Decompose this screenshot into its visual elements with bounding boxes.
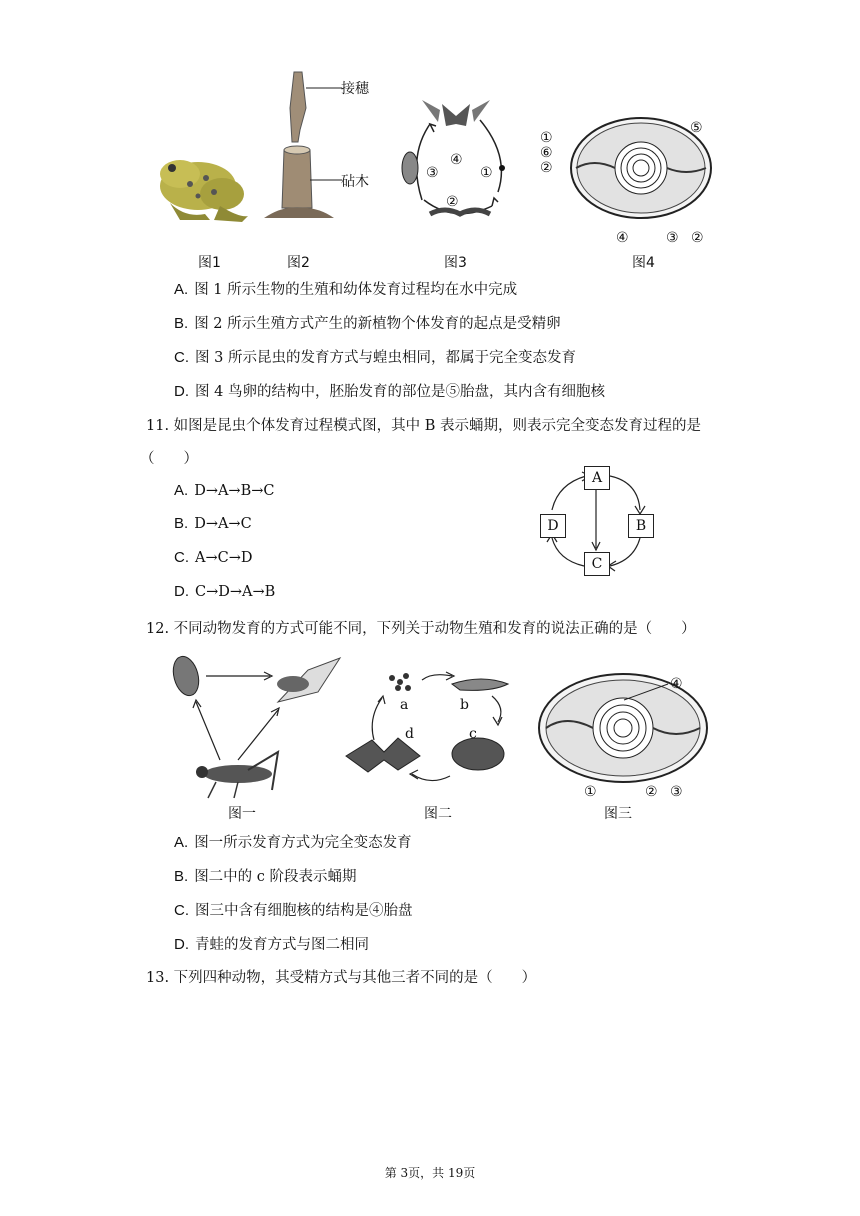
caption-fig2: 图2	[287, 255, 310, 271]
egg-label-left-1: ①	[540, 130, 553, 146]
q11-stem: 11. 如图是昆虫个体发育过程模式图，其中 B 表示蛹期，则表示完全变态发育过程的是	[146, 418, 702, 434]
q12-stem: 12. 不同动物发育的方式可能不同，下列关于动物生殖和发育的说法正确的是（ ）	[146, 621, 696, 637]
egg-label-left-2: ②	[540, 160, 553, 176]
q10-option-c: C. 图 3 所示昆虫的发育方式与蝗虫相同，都属于完全变态发育	[174, 349, 576, 366]
frog-image	[150, 148, 250, 223]
page-footer: 第 3页，共 19页	[384, 1166, 476, 1180]
moth-label-1: ①	[480, 165, 493, 181]
egg-label-bottom-3: ③	[666, 230, 679, 246]
q11-paren: （ ）	[140, 451, 198, 467]
q10-option-a: A. 图 1 所示生物的生殖和幼体发育过程均在水中完成	[174, 281, 518, 298]
q12-option-a: A. 图一所示发育方式为完全变态发育	[174, 834, 412, 851]
fig2-label-a: a	[400, 697, 409, 713]
q13-stem: 13. 下列四种动物，其受精方式与其他三者不同的是（ ）	[146, 970, 537, 986]
q11-option-c: C. A→C→D	[174, 549, 253, 566]
fig3-label-3: ③	[670, 784, 683, 800]
cycle-box-c: C	[584, 552, 610, 576]
q11-option-a: A. D→A→B→C	[174, 482, 275, 499]
fig2-label-b: b	[460, 697, 469, 713]
grasshopper-cycle-diagram	[168, 652, 346, 800]
cycle-box-d: D	[540, 514, 566, 538]
egg-label-bottom-4: ④	[616, 230, 629, 246]
caption-fig3: 图3	[444, 255, 467, 271]
cycle-box-a: A	[584, 466, 610, 490]
caption-fig-one: 图一	[228, 806, 256, 822]
caption-fig1: 图1	[198, 255, 221, 271]
caption-fig-three: 图三	[604, 806, 632, 822]
moth-label-4: ④	[450, 152, 463, 168]
q12-option-b: B. 图二中的 c 阶段表示蛹期	[174, 868, 357, 885]
moth-label-3: ③	[426, 165, 439, 181]
cycle-box-b: B	[628, 514, 654, 538]
q12-option-d: D. 青蛙的发育方式与图二相同	[174, 936, 369, 953]
egg-label-left-6: ⑥	[540, 145, 553, 161]
q10-option-d: D. 图 4 鸟卵的结构中，胚胎发育的部位是⑤胎盘，其内含有细胞核	[174, 383, 605, 400]
fig2-label-d: d	[405, 726, 414, 742]
graft-label-stock: 砧木	[341, 174, 369, 190]
graft-label-scion: 接穗	[341, 81, 369, 97]
q11-option-d: D. C→D→A→B	[174, 583, 276, 600]
fig3-label-4: ④	[670, 676, 683, 692]
fig3-label-1: ①	[584, 784, 597, 800]
bird-egg-diagram-2	[536, 670, 710, 786]
silkworm-cycle-diagram	[342, 668, 518, 794]
moth-label-2: ②	[446, 194, 459, 210]
fig3-label-2: ②	[645, 784, 658, 800]
q10-option-b: B. 图 2 所示生殖方式产生的新植物个体发育的起点是受精卵	[174, 315, 561, 332]
egg-label-bottom-2: ②	[691, 230, 704, 246]
caption-fig4: 图4	[632, 255, 655, 271]
q11-option-b: B. D→A→C	[174, 515, 252, 532]
fig2-label-c: c	[469, 726, 477, 742]
caption-fig-two: 图二	[424, 806, 452, 822]
q12-option-c: C. 图三中含有细胞核的结构是④胎盘	[174, 902, 413, 919]
egg-label-right-5: ⑤	[690, 120, 703, 136]
